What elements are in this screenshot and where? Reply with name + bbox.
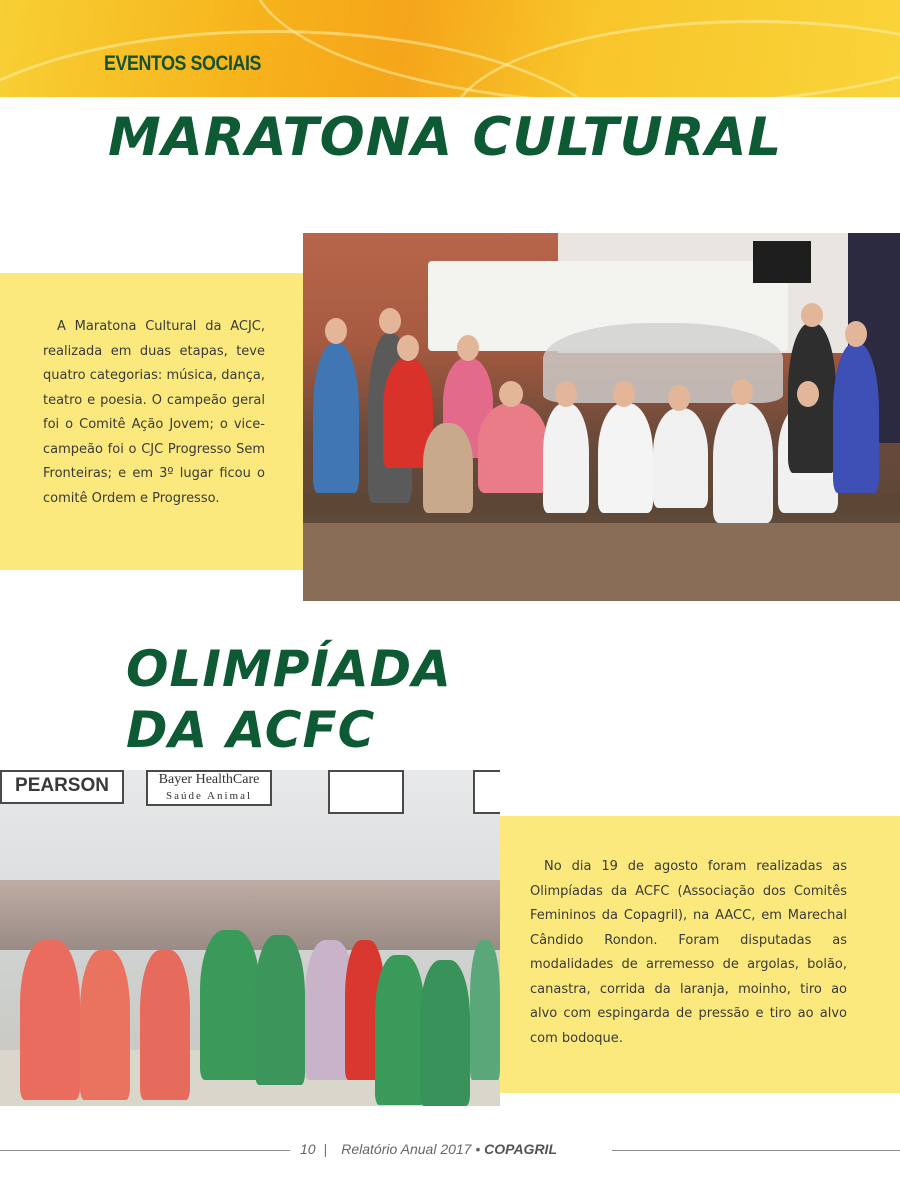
wall-frame [473, 770, 500, 814]
bayer-sign [146, 770, 272, 806]
footer-rule-right [612, 1150, 900, 1151]
photo-speaker [753, 241, 811, 283]
pearson-sign: PEARSON [0, 770, 124, 804]
crest-sign [328, 770, 404, 814]
footer-rule-left [0, 1150, 290, 1151]
page-footer [300, 1141, 610, 1161]
olimpiada-group-photo [0, 770, 500, 1106]
bayer-sign-title: Bayer HealthCare [158, 772, 260, 787]
footer-separator: | [323, 1141, 328, 1157]
olimpiada-title-line1: OLIMPÍADA [126, 640, 452, 698]
bayer-sign-subtitle: Saúde Animal [165, 790, 253, 802]
photo-crowd [0, 880, 500, 1106]
maratona-body-text: A Maratona Cultural da ACJC, realizada em duas etapas, teve quatro categorias: música, dança, teatro e poesia. O campeão geral foi o Comitê Ação Jovem; o vice-campeão foi o CJC Progresso Sem Fronteiras; e em 3º lugar ficou o comitê Ordem e Progresso. [43, 319, 265, 506]
maratona-group-photo [303, 233, 900, 601]
olimpiada-body-text: No dia 19 de agosto foram realizadas as Olimpíadas da ACFC (Associação dos Comitês Femininos da Copagril), na AACC, em Marechal Cândido Rondon. Foram disputadas as modalidades de arremesso de argolas, bolão, canastra, corrida da laranja, moinho, tiro ao alvo com espingarda de pressão e tiro ao alvo com bodoque. [530, 859, 847, 1046]
maratona-title: MARATONA CULTURAL [108, 107, 783, 168]
header-band [0, 0, 900, 97]
footer-brand: COPAGRIL [484, 1141, 557, 1157]
section-label: EVENTOS SOCIAIS [104, 52, 261, 75]
photo-crowd [313, 303, 893, 543]
page-number: 10 [300, 1141, 316, 1157]
olimpiada-title-line2: DA ACFC [126, 701, 376, 759]
footer-report-title: Relatório Anual 2017 • [341, 1141, 481, 1157]
